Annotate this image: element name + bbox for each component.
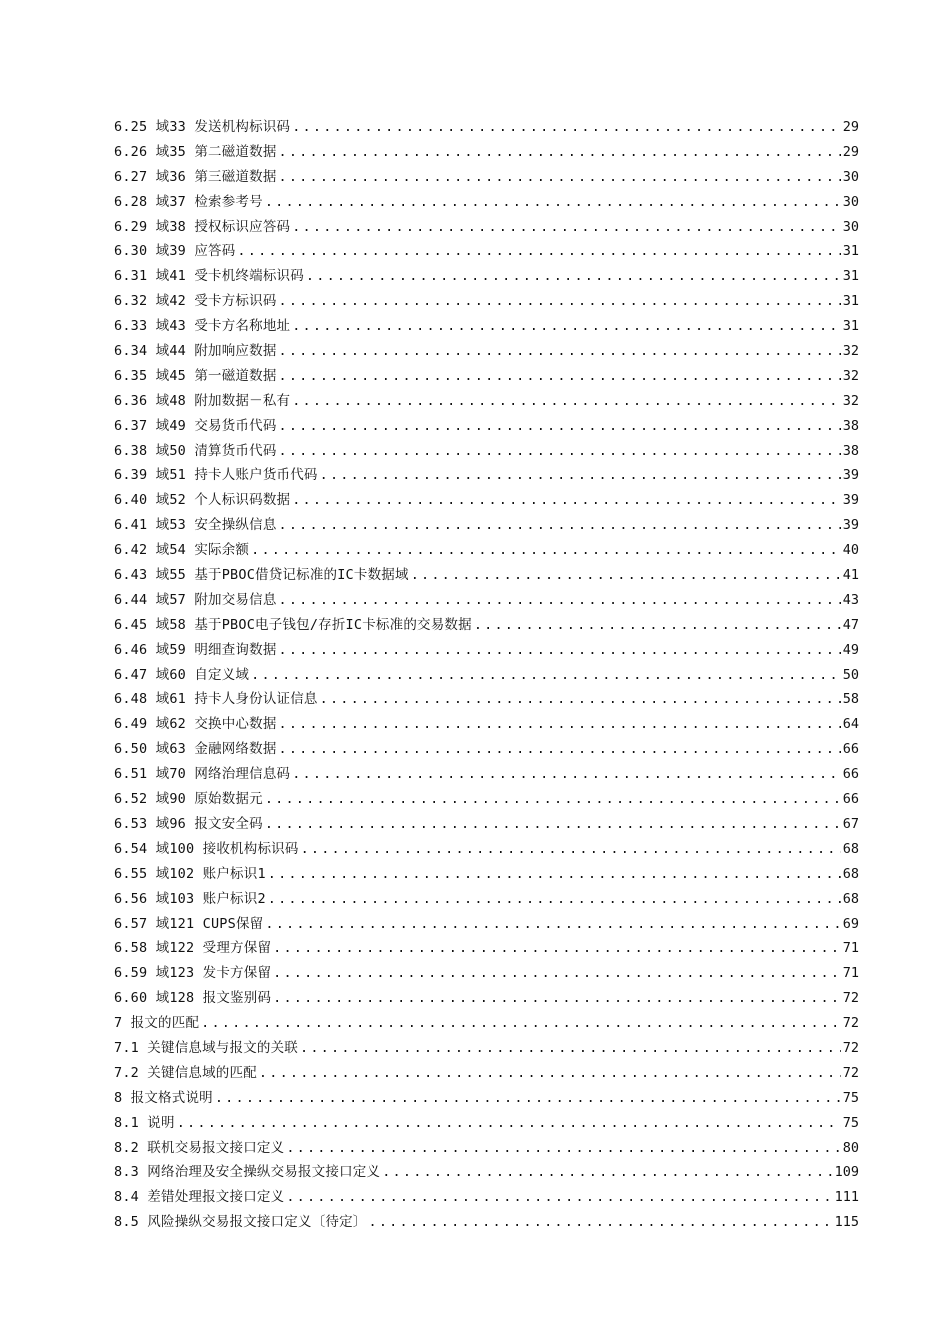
toc-entry-title: 6.58 域122 受理方保留 <box>114 940 272 957</box>
toc-page-number: 39 <box>842 492 859 509</box>
toc-page-number: 41 <box>842 567 859 584</box>
toc-page-number: 31 <box>842 243 859 260</box>
toc-entry-title: 6.45 域58 基于PBOC电子钱包/存折IC卡标准的交易数据 <box>114 616 472 633</box>
toc-entry[interactable] <box>114 140 859 165</box>
toc-entry-title: 8.2 联机交易报文接口定义 <box>114 1139 285 1156</box>
toc-leader-dots <box>306 264 841 289</box>
toc-leader-dots <box>279 588 841 613</box>
toc-page-number: 72 <box>842 990 859 1007</box>
toc-entry-title: 8 报文格式说明 <box>114 1089 213 1106</box>
toc-entry[interactable] <box>114 563 859 588</box>
toc-entry[interactable] <box>114 215 859 240</box>
toc-leader-dots <box>215 1086 841 1111</box>
toc-leader-dots <box>273 961 841 986</box>
toc-entry-title: 6.40 域52 个人标识码数据 <box>114 492 291 509</box>
toc-leader-dots <box>251 538 841 563</box>
toc-leader-dots <box>279 140 841 165</box>
toc-entry-title: 6.33 域43 受卡方名称地址 <box>114 318 291 335</box>
toc-page-number: 32 <box>842 367 859 384</box>
toc-entry[interactable] <box>114 1160 859 1185</box>
toc-leader-dots <box>292 115 841 140</box>
toc-entry[interactable] <box>114 687 859 712</box>
toc-leader-dots <box>273 936 841 961</box>
toc-leader-dots <box>292 389 841 414</box>
toc-entry[interactable] <box>114 663 859 688</box>
toc-page-number: 115 <box>834 1214 859 1231</box>
toc-page-number: 31 <box>842 293 859 310</box>
toc-entry[interactable] <box>114 389 859 414</box>
toc-leader-dots <box>273 986 841 1011</box>
toc-entry-title: 6.41 域53 安全操纵信息 <box>114 517 277 534</box>
toc-entry-title: 6.43 域55 基于PBOC借贷记标准的IC卡数据域 <box>114 567 409 584</box>
toc-entry-title: 8.4 差错处理报文接口定义 <box>114 1189 285 1206</box>
toc-page-number: 39 <box>842 467 859 484</box>
toc-page-number: 66 <box>842 741 859 758</box>
toc-leader-dots <box>279 737 841 762</box>
toc-entry[interactable] <box>114 488 859 513</box>
toc-page-number: 109 <box>834 1164 859 1181</box>
toc-entry-title: 6.53 域96 报文安全码 <box>114 815 263 832</box>
toc-entry-title: 8.5 风险操纵交易报文接口定义〔待定〕 <box>114 1214 367 1231</box>
toc-leader-dots <box>320 687 841 712</box>
toc-entry[interactable] <box>114 887 859 912</box>
toc-entry-title: 6.51 域70 网络治理信息码 <box>114 766 291 783</box>
toc-leader-dots <box>279 638 841 663</box>
toc-entry[interactable] <box>114 712 859 737</box>
toc-leader-dots <box>265 787 841 812</box>
toc-entry-title: 6.54 域100 接收机构标识码 <box>114 840 299 857</box>
toc-leader-dots <box>292 314 841 339</box>
toc-leader-dots <box>265 812 841 837</box>
toc-page-number: 32 <box>842 343 859 360</box>
toc-leader-dots <box>279 339 841 364</box>
toc-entry[interactable] <box>114 1011 859 1036</box>
toc-page-number: 58 <box>842 691 859 708</box>
toc-entry[interactable] <box>114 1185 859 1210</box>
toc-leader-dots <box>259 1061 841 1086</box>
toc-page-number: 38 <box>842 417 859 434</box>
toc-page-number: 29 <box>842 119 859 135</box>
toc-entry[interactable] <box>114 264 859 289</box>
toc-entry-title: 6.37 域49 交易货币代码 <box>114 417 277 434</box>
toc-leader-dots <box>201 1011 841 1036</box>
toc-entry[interactable] <box>114 1086 859 1111</box>
toc-leader-dots <box>279 513 841 538</box>
toc-entry-title: 6.30 域39 应答码 <box>114 243 236 260</box>
toc-entry-title: 6.35 域45 第一磁道数据 <box>114 367 277 384</box>
toc-entry[interactable] <box>114 862 859 887</box>
toc-leader-dots <box>411 563 841 588</box>
toc-leader-dots <box>177 1111 841 1136</box>
toc-entry[interactable] <box>114 986 859 1011</box>
toc-entry[interactable] <box>114 190 859 215</box>
toc-entry-title: 6.36 域48 附加数据－私有 <box>114 392 291 409</box>
toc-page-number: 66 <box>842 791 859 808</box>
toc-entry-title: 6.55 域102 账户标识1 <box>114 865 266 882</box>
toc-leader-dots <box>279 165 841 190</box>
toc-entry-title: 6.32 域42 受卡方标识码 <box>114 293 277 310</box>
toc-entry[interactable] <box>114 812 859 837</box>
toc-entry-title: 7.2 关键信息域的匹配 <box>114 1064 257 1081</box>
toc-entry[interactable] <box>114 912 859 937</box>
toc-leader-dots <box>286 1136 840 1161</box>
toc-entry-title: 6.50 域63 金融网络数据 <box>114 741 277 758</box>
toc-entry-title: 6.60 域128 报文鉴别码 <box>114 990 272 1007</box>
toc-leader-dots <box>301 837 841 862</box>
toc-leader-dots <box>279 364 841 389</box>
toc-entry[interactable] <box>114 936 859 961</box>
toc-entry[interactable] <box>114 588 859 613</box>
toc-page-number: 75 <box>842 1089 859 1106</box>
toc-entry[interactable] <box>114 638 859 663</box>
toc-entry[interactable] <box>114 737 859 762</box>
toc-page-number: 71 <box>842 965 859 982</box>
toc-entry-title: 6.57 域121 CUPS保留 <box>114 915 264 932</box>
toc-entry-title: 6.44 域57 附加交易信息 <box>114 591 277 608</box>
toc-entry[interactable] <box>114 1136 859 1161</box>
toc-leader-dots <box>251 663 841 688</box>
toc-page-number: 49 <box>842 641 859 658</box>
toc-entry-title: 6.46 域59 明细查询数据 <box>114 641 277 658</box>
toc-entry-title: 6.42 域54 实际余额 <box>114 542 250 559</box>
toc-page-number: 68 <box>842 840 859 857</box>
toc-entry[interactable] <box>114 961 859 986</box>
toc-page-number: 43 <box>842 591 859 608</box>
toc-leader-dots <box>268 862 841 887</box>
toc-leader-dots <box>279 439 841 464</box>
toc-page-number: 29 <box>842 143 859 160</box>
toc-entry[interactable] <box>114 165 859 190</box>
toc-leader-dots <box>369 1210 833 1235</box>
toc-page-number: 30 <box>842 193 859 210</box>
toc-page-number: 30 <box>842 168 859 185</box>
toc-entry[interactable] <box>114 115 859 140</box>
toc-page-number: 31 <box>842 268 859 285</box>
toc-page-number: 71 <box>842 940 859 957</box>
toc-entry-title: 7.1 关键信息域与报文的关联 <box>114 1039 299 1056</box>
toc-leader-dots <box>474 613 841 638</box>
toc-page-number: 30 <box>842 218 859 235</box>
toc-entry[interactable] <box>114 837 859 862</box>
toc-entry-title: 6.27 域36 第三磁道数据 <box>114 168 277 185</box>
toc-page-number: 40 <box>842 542 859 559</box>
toc-entry[interactable] <box>114 613 859 638</box>
toc-entry-title: 6.39 域51 持卡人账户货币代码 <box>114 467 318 484</box>
toc-page-number: 47 <box>842 616 859 633</box>
table-of-contents <box>114 115 859 1235</box>
toc-leader-dots <box>382 1160 832 1185</box>
toc-leader-dots <box>265 912 840 937</box>
toc-entry[interactable] <box>114 463 859 488</box>
toc-entry-title: 6.49 域62 交换中心数据 <box>114 716 277 733</box>
toc-page-number: 80 <box>842 1139 859 1156</box>
toc-entry-title: 6.25 域33 发送机构标识码 <box>114 119 291 135</box>
toc-leader-dots <box>279 414 841 439</box>
toc-page-number: 64 <box>842 716 859 733</box>
toc-entry-title: 6.59 域123 发卡方保留 <box>114 965 272 982</box>
toc-entry[interactable] <box>114 538 859 563</box>
toc-entry[interactable] <box>114 289 859 314</box>
toc-entry[interactable] <box>114 339 859 364</box>
toc-entry-title: 6.52 域90 原始数据元 <box>114 791 263 808</box>
toc-entry[interactable] <box>114 1111 859 1136</box>
toc-page-number: 69 <box>842 915 859 932</box>
toc-leader-dots <box>279 289 841 314</box>
toc-entry-title: 6.26 域35 第二磁道数据 <box>114 143 277 160</box>
toc-leader-dots <box>300 1036 841 1061</box>
toc-entry-title: 6.29 域38 授权标识应答码 <box>114 218 291 235</box>
toc-page-number: 75 <box>842 1114 859 1131</box>
toc-entry[interactable] <box>114 1061 859 1086</box>
toc-entry[interactable] <box>114 239 859 264</box>
toc-page-number: 72 <box>842 1064 859 1081</box>
toc-entry[interactable] <box>114 314 859 339</box>
toc-leader-dots <box>279 712 841 737</box>
toc-entry-title: 8.3 网络治理及安全操纵交易报文接口定义 <box>114 1164 381 1181</box>
toc-entry[interactable] <box>114 1210 859 1235</box>
toc-page-number: 68 <box>842 865 859 882</box>
toc-entry[interactable] <box>114 762 859 787</box>
toc-entry-title: 6.56 域103 账户标识2 <box>114 890 266 907</box>
toc-leader-dots <box>292 762 841 787</box>
toc-entry-title: 6.28 域37 检索参考号 <box>114 193 263 210</box>
toc-entry[interactable] <box>114 414 859 439</box>
toc-leader-dots <box>237 239 840 264</box>
toc-page-number: 50 <box>842 666 859 683</box>
toc-entry[interactable] <box>114 1036 859 1061</box>
toc-page-number: 66 <box>842 766 859 783</box>
toc-entry-title: 6.48 域61 持卡人身份认证信息 <box>114 691 318 708</box>
toc-leader-dots <box>286 1185 832 1210</box>
toc-entry[interactable] <box>114 513 859 538</box>
toc-page-number: 111 <box>834 1189 859 1206</box>
toc-page-number: 72 <box>842 1015 859 1032</box>
toc-leader-dots <box>265 190 841 215</box>
toc-entry-title: 6.38 域50 清算货币代码 <box>114 442 277 459</box>
toc-page-number: 72 <box>842 1039 859 1056</box>
toc-page-number: 68 <box>842 890 859 907</box>
toc-page-number: 38 <box>842 442 859 459</box>
toc-entry[interactable] <box>114 439 859 464</box>
toc-entry-title: 8.1 说明 <box>114 1114 175 1131</box>
toc-page-number: 67 <box>842 815 859 832</box>
toc-entry[interactable] <box>114 364 859 389</box>
toc-page-number: 32 <box>842 392 859 409</box>
toc-leader-dots <box>268 887 841 912</box>
toc-entry-title: 6.47 域60 自定义域 <box>114 666 250 683</box>
toc-entry[interactable] <box>114 787 859 812</box>
toc-entry-title: 6.31 域41 受卡机终端标识码 <box>114 268 304 285</box>
toc-page-number: 39 <box>842 517 859 534</box>
toc-entry-title: 7 报文的匹配 <box>114 1015 200 1032</box>
toc-leader-dots <box>320 463 841 488</box>
toc-leader-dots <box>292 488 841 513</box>
toc-page-number: 31 <box>842 318 859 335</box>
toc-entry-title: 6.34 域44 附加响应数据 <box>114 343 277 360</box>
toc-leader-dots <box>292 215 841 240</box>
